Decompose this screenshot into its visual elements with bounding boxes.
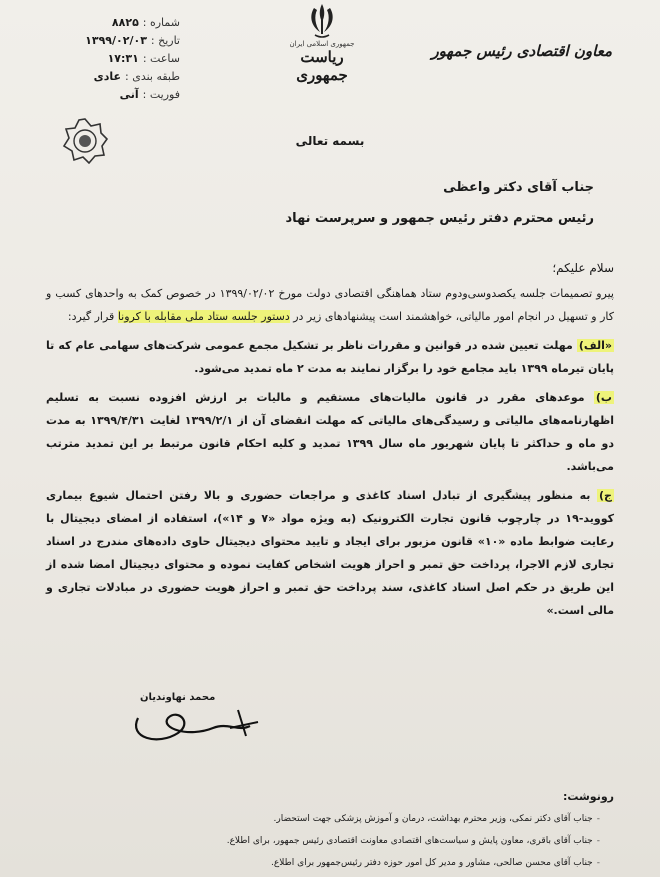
meta-number: شماره : ۸۸۲۵ bbox=[111, 16, 180, 29]
greeting: سلام علیکم؛ bbox=[552, 261, 614, 275]
highlighted-phrase: دستور جلسه ستاد ملی مقابله با کرونا bbox=[117, 310, 290, 323]
cc-title: رونوشت: bbox=[562, 790, 614, 803]
iran-emblem-icon bbox=[305, 2, 339, 40]
meta-time: ساعت : ۱۷:۳۱ bbox=[107, 52, 180, 65]
letter-metadata bbox=[70, 14, 180, 104]
intro-paragraph: پیرو تصمیمات جلسه یکصدوسی‌ودوم ستاد هماهنگی اقتصادی دولت مورخ ۱۳۹۹/۰۲/۰۲ در خصوص کمک به واحدهای کسب و کار و تسهیل در انجام امور مالیاتی، خواهشمند است پیشنهادهای زیر در دستور جلسه ستاد ملی مقابله با کرونا قرار گیرد: bbox=[46, 287, 614, 323]
meta-date: تاریخ : ۱۳۹۹/۰۲/۰۳ bbox=[85, 34, 180, 47]
cc-item: -جناب آقای دکتر نمکی، وزیر محترم بهداشت، درمان و آموزش پزشکی جهت استحضار. bbox=[273, 814, 600, 824]
basmala: بسمه تعالی bbox=[295, 134, 365, 148]
item-jim: ج) به منظور پیشگیری از تبادل اسناد کاغذی و مراجعات حضوری و بالا رفتن احتمال شیوع بیماری کووید-۱۹ در چارچوب قانون تجارت الکترونیک (به ویژه مواد «۷ و ۱۴»)، استفاده از امضای دیجیتال با رعایت ضوابط ماده «۱۰» قانون مزبور برای ایجاد و تایید محتوای دیجیتال حاوی داده‌های مندرج در اسناد تجاری لازم الاجرا، پرداخت حق تمبر و احراز هویت اشخاص کفایت نموده و محتوای دیجیتال امضا شده از این طریق در حکم اصل اسناد کاغذی، سند پرداخت حق تمبر و احراز هویت حضوری در مبادلات تجاری و مالی است.» bbox=[46, 489, 614, 617]
meta-classification: طبقه بندی : عادی bbox=[93, 70, 180, 83]
presidency-label: ریاست جمهوری bbox=[296, 48, 348, 84]
addressee-name: جناب آقای دکتر واعظی bbox=[443, 180, 594, 195]
cc-item: -جناب آقای محسن صالحی، مشاور و مدیر کل امور حوزه دفتر رئیس‌جمهور برای اطلاع. bbox=[271, 858, 600, 868]
letter-body bbox=[46, 282, 614, 622]
meta-urgency: فوریت : آنی bbox=[119, 88, 180, 101]
sender-office: معاون اقتصادی رئیس جمهور bbox=[431, 42, 612, 60]
signatory-name: محمد نهاوندیان bbox=[140, 692, 216, 703]
cc-item: -جناب آقای باقری، معاون پایش و سیاست‌های اقتصادی معاونت اقتصادی رئیس جمهور، برای اطلاع. bbox=[226, 836, 600, 846]
cc-list bbox=[60, 808, 600, 874]
item-be: ب) موعدهای مقرر در قانون مالیات‌های مستقیم و مالیات بر ارزش افزوده نسبت به تسلیم اظهارنامه‌های مالیاتی و رسیدگی‌های مالیاتی که مهلت انقضای آن از ۱۳۹۹/۲/۱ لغایت ۱۳۹۹/۴/۳۱ به مدت دو ماه و حداکثر تا پایان شهریور ماه سال ۱۳۹۹ تمدید و کلیه احکام قانون مرتبط بر این تمدید مترتب می‌باشد. bbox=[46, 391, 615, 473]
addressee-title: رئیس محترم دفتر رئیس جمهور و سرپرست نهاد bbox=[285, 211, 594, 226]
republic-label: جمهوری اسلامی ایران bbox=[289, 40, 355, 48]
item-alef: «الف) مهلت تعیین شده در قوانین و مقررات ناظر بر تشکیل مجمع عمومی شرکت‌های سهامی عام که تا پایان تیرماه ۱۳۹۹ باید مجامع خود را برگزار نمایند به مدت ۲ ماه تمدید می‌شود. bbox=[46, 339, 614, 375]
presidency-header bbox=[282, 40, 362, 84]
